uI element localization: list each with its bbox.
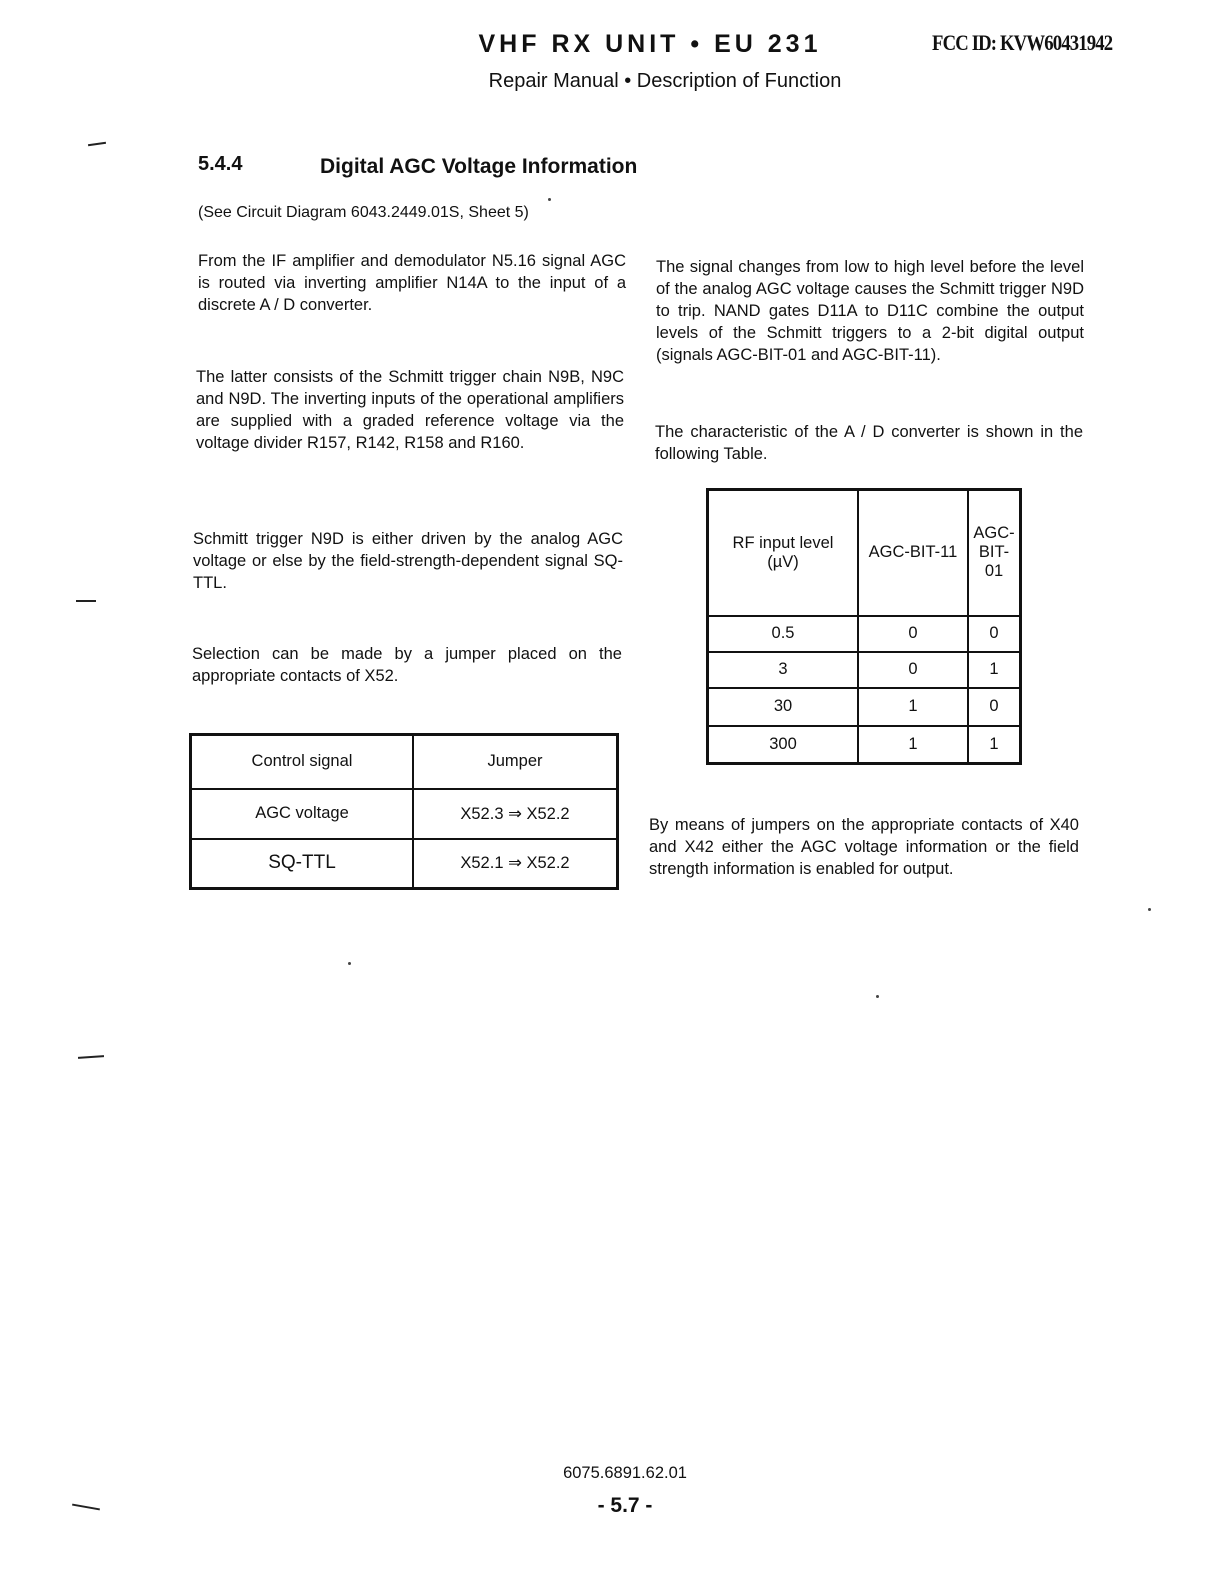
table-cell: 1 — [858, 726, 968, 764]
table-row — [708, 652, 1021, 688]
scan-speck — [1148, 908, 1151, 911]
left-paragraph-4: Selection can be made by a jumper placed on the appropriate contacts of X52. — [192, 645, 622, 685]
table-row — [191, 839, 618, 889]
left-paragraph-1: From the IF amplifier and demodulator N5.16 signal AGC is routed via inverting amplifier N14A to the input of a discrete A / D converter. — [198, 252, 626, 314]
table-cell: 30 — [708, 688, 859, 726]
adc-table-header: AGC-BIT-01 — [968, 490, 1021, 616]
table-row — [708, 726, 1021, 764]
scan-speck — [548, 198, 551, 201]
margin-mark — [72, 1504, 100, 1511]
table-cell: 0 — [968, 688, 1021, 726]
table-cell: 300 — [708, 726, 859, 764]
fcc-id-stamp: FCC ID: KVW60431942 — [932, 30, 1113, 55]
scan-speck — [348, 962, 351, 965]
right-paragraph-3: By means of jumpers on the appropriate contacts of X40 and X42 either the AGC voltage information or the field strength information is enabled for output. — [649, 816, 1079, 878]
adc-table-header: AGC-BIT-11 — [858, 490, 968, 616]
table-row — [708, 688, 1021, 726]
jumper-table-header-row — [191, 735, 618, 789]
adc-characteristic-table — [706, 488, 1022, 765]
table-cell: X52.3 ⇒ X52.2 — [413, 789, 618, 839]
jumper-table-header: Jumper — [413, 735, 618, 789]
table-row — [708, 616, 1021, 652]
table-cell: 3 — [708, 652, 859, 688]
right-paragraph-2: The characteristic of the A / D converter is shown in the following Table. — [655, 423, 1083, 463]
margin-mark — [88, 142, 106, 146]
table-cell: 1 — [968, 652, 1021, 688]
jumper-table-header: Control signal — [191, 735, 414, 789]
left-paragraph-3: Schmitt trigger N9D is either driven by the analog AGC voltage or else by the field-strength-dependent signal SQ-TTL. — [193, 530, 623, 592]
table-cell: SQ-TTL — [191, 839, 414, 889]
table-cell: 1 — [858, 688, 968, 726]
table-cell: 0.5 — [708, 616, 859, 652]
table-cell: 1 — [968, 726, 1021, 764]
section-number: 5.4.4 — [198, 153, 243, 175]
section-title: Digital AGC Voltage Information — [320, 155, 638, 178]
circuit-diagram-reference: (See Circuit Diagram 6043.2449.01S, Sheet 5) — [198, 204, 529, 221]
table-cell: 0 — [858, 616, 968, 652]
margin-mark — [78, 1055, 104, 1059]
document-title: VHF RX UNIT • EU 231 — [478, 30, 822, 58]
page-number: - 5.7 - — [597, 1494, 653, 1517]
adc-table-header-row — [708, 490, 1021, 616]
left-paragraph-2: The latter consists of the Schmitt trigger chain N9B, N9C and N9D. The inverting inputs of the operational amplifiers are supplied with a graded reference voltage via the voltage divider R157, R142, R158 and R160. — [196, 368, 624, 452]
adc-table-header: RF input level (µV) — [708, 490, 859, 616]
table-cell: 0 — [968, 616, 1021, 652]
table-cell: X52.1 ⇒ X52.2 — [413, 839, 618, 889]
scan-speck — [876, 995, 879, 998]
right-paragraph-1: The signal changes from low to high level before the level of the analog AGC voltage causes the Schmitt trigger N9D to trip. NAND gates D11A to D11C combine the output levels of the Schmitt triggers to a 2-bit digital output (signals AGC-BIT-01 and AGC-BIT-11). — [656, 258, 1084, 364]
margin-mark — [76, 600, 96, 602]
document-subtitle: Repair Manual • Description of Function — [488, 70, 842, 92]
table-cell: 0 — [858, 652, 968, 688]
table-row — [191, 789, 618, 839]
document-number: 6075.6891.62.01 — [563, 1464, 687, 1482]
table-cell: AGC voltage — [191, 789, 414, 839]
jumper-table — [189, 733, 619, 890]
